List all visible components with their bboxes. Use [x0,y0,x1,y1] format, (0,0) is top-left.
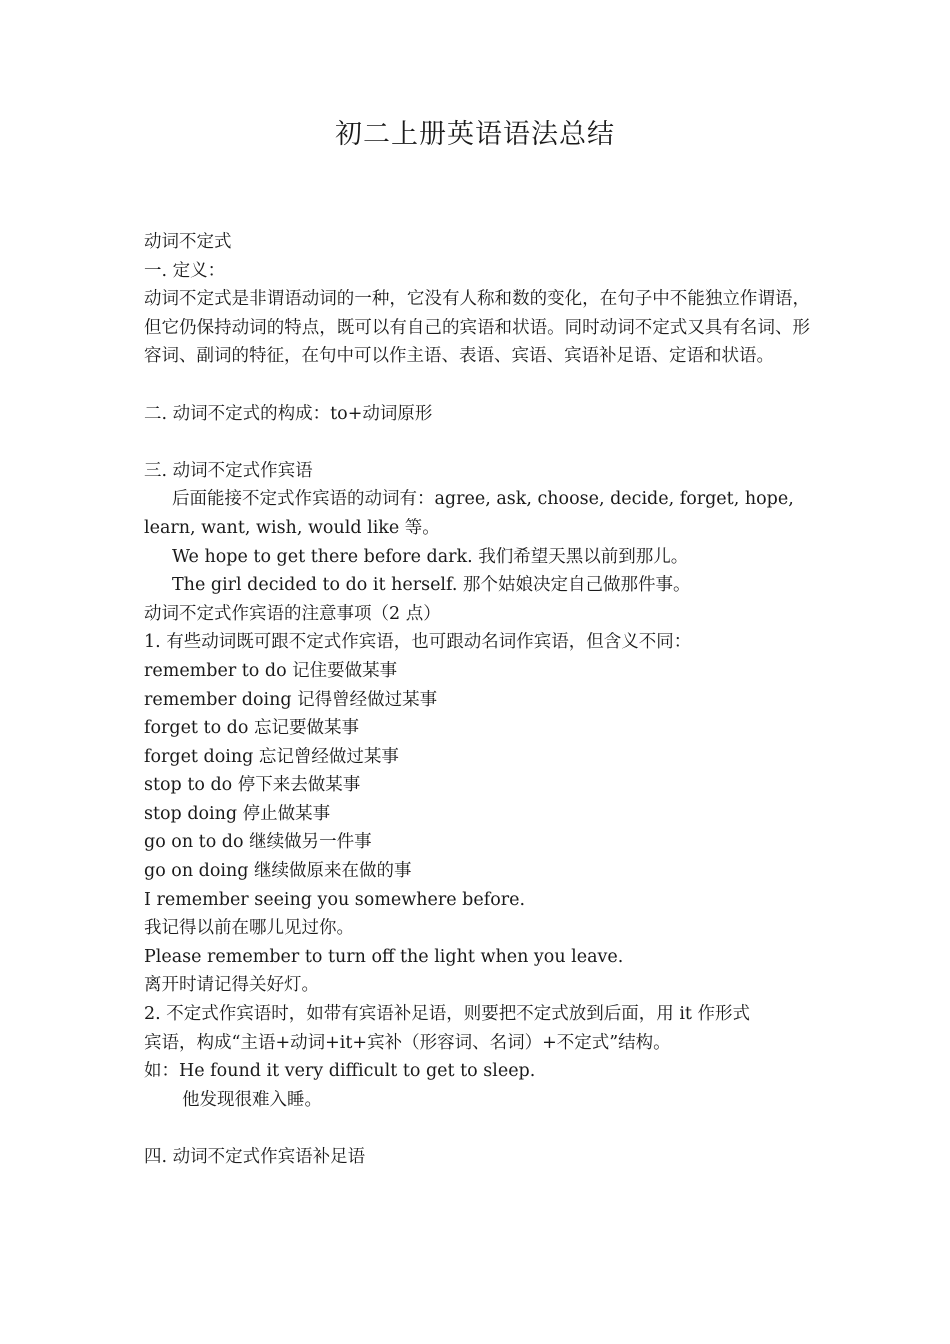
section-topic: 动词不定式 [144,232,232,252]
verb-pair-line: forget to do 忘记要做某事 [144,718,359,739]
note-1-heading: 1. 有些动词既可跟不定式作宾语，也可跟动名词作宾语，但含义不同： [144,632,692,653]
verb-pair-line: remember to do 记住要做某事 [144,660,398,681]
verb-pair-line: go on doing 继续做原来在做的事 [144,861,412,882]
verb-pair-line: remember doing 记得曾经做过某事 [144,689,438,710]
example-4-chinese: 离开时请记得关好灯。 [144,975,319,996]
section-4-heading: 四. 动词不定式作宾语补足语 [144,1147,366,1167]
verb-pair-line: stop to do 停下来去做某事 [144,775,361,796]
spacer [144,1114,810,1143]
verb-pair-line: forget doing 忘记曾经做过某事 [144,746,399,767]
example-1: We hope to get there before dark. 我们希望天黑以前到那儿。 [172,546,689,567]
example-5-chinese: 他发现很难入睡。 [182,1089,322,1110]
example-3-english: I remember seeing you somewhere before. [144,889,526,910]
note-2-line-1: 2. 不定式作宾语时，如带有宾语补足语，则要把不定式放到后面，用 it 作形式 [144,1004,751,1025]
verbs-line-1: 后面能接不定式作宾语的动词有：agree, ask, choose, decide, forget, hope, [172,489,794,510]
verb-pair-line: stop doing 停止做某事 [144,803,331,824]
section-1-heading: 一. 定义： [144,260,226,281]
example-4-english: Please remember to turn off the light when you leave. [144,946,624,967]
document-title: 初二上册英语语法总结 [335,119,615,150]
document-body [144,228,810,1172]
definition-paragraph: 动词不定式是非谓语动词的一种，它没有人称和数的变化，在句子中不能独立作谓语，但它仍保持动词的特点，既可以有自己的宾语和状语。同时动词不定式又具有名词、形容词、副词的特征，在句中可以作主语、表语、宾语、宾语补足语、定语和状语。 [144,289,810,367]
example-3-chinese: 我记得以前在哪儿见过你。 [144,918,354,939]
example-5-english: 如：He found it very difficult to get to sleep. [144,1061,536,1082]
note-2-line-2: 宾语，构成“主语+动词+it+宾补（形容词、名词）+不定式”结构。 [144,1032,671,1053]
spacer [144,428,810,457]
section-2-heading: 二. 动词不定式的构成：to+动词原形 [144,403,433,424]
section-3-heading: 三. 动词不定式作宾语 [144,460,313,481]
spacer [144,371,810,400]
verbs-line-2: learn, want, wish, would like 等。 [144,517,440,538]
verb-pair-line: go on to do 继续做另一件事 [144,832,372,853]
example-2: The girl decided to do it herself. 那个姑娘决定自己做那件事。 [172,575,691,596]
notes-heading: 动词不定式作宾语的注意事项（2 点） [144,603,441,624]
